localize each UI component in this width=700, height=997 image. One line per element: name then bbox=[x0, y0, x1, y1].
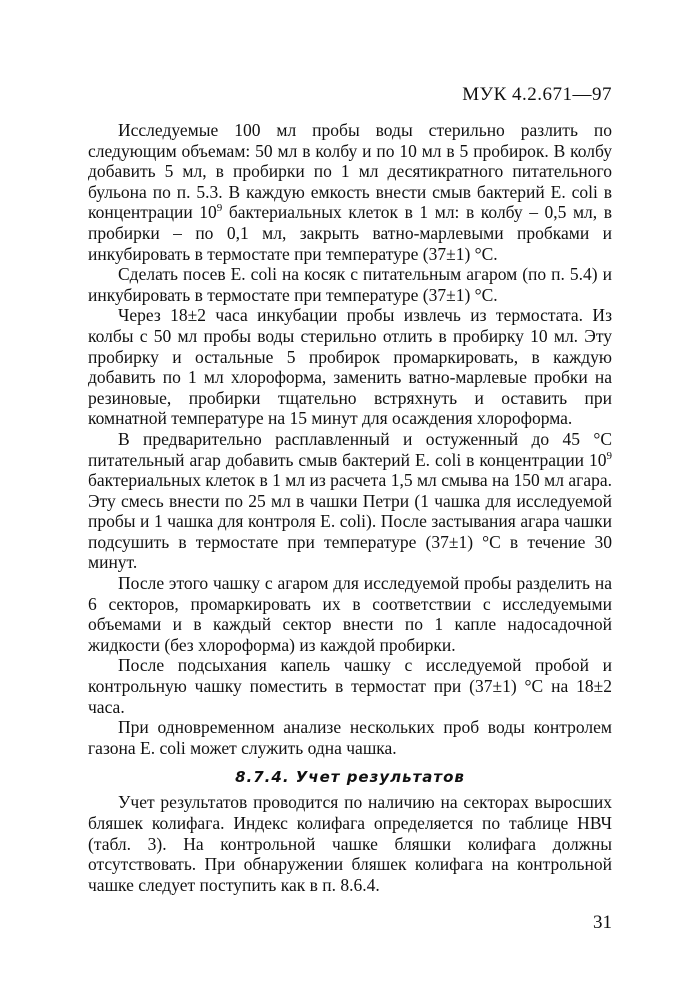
superscript-exponent: 9 bbox=[606, 449, 612, 462]
section-heading-results: 8.7.4. Учет результатов bbox=[235, 768, 465, 787]
paragraph-results-accounting: Учет результатов проводится по наличию на секторах выросших бляшек колифага. Индекс колифага определяется по таблице НВЧ (табл. 3). На контрольной чашке бляшки колифага должны отсутствовать. При обнаружении бляшек колифага на контрольной чашке следует поступить как в п. 8.6.4. bbox=[88, 792, 612, 895]
paragraph-sector-marking: После этого чашку с агаром для исследуемой пробы разделить на 6 секторов, промаркировать их в соответствии с исследуемыми объемами и в каждый сектор внести по 1 капле надосадочной жидкости (без хлороформа) из каждой пробирки. bbox=[88, 573, 612, 655]
page-number: 31 bbox=[593, 912, 612, 933]
paragraph-text: бактериальных клеток в 1 мл из расчета 1,5 мл смыва на 150 мл агара. Эту смесь внести по 25 мл в чашки Петри (1 чашка для исследуемой пробы и 1 чашка для контроля E. coli). После застывания агара чашки подсушить в термостате при температуре (37±1) °С в течение 30 минут. bbox=[88, 470, 612, 573]
page-body bbox=[88, 120, 612, 895]
paragraph-text: В предварительно расплавленный и остуженный до 45 °С питательный агар добавить смыв бактерий E. coli в концентрации 10 bbox=[88, 428, 612, 470]
superscript-exponent: 9 bbox=[216, 202, 223, 215]
paragraph-ecoli-seeding: Сделать посев E. coli на косяк с питательным агаром (по п. 5.4) и инкубировать в термостате при температуре (37±1) °С. bbox=[88, 264, 612, 305]
paragraph-text: Исследуемые 100 мл пробы воды стерильно разлить по следующим объемам: 50 мл в колбу и по 10 мл в 5 пробирок. В колбу добавить 5 мл, в пробирки по 1 мл десятикратного питательного бульона по п. 5.3. В каждую емкость внести смыв бактерий E. coli в концентрации 10 bbox=[88, 120, 612, 223]
paragraph-agar-preparation bbox=[88, 429, 612, 573]
paragraph-drying-thermostat: После подсыхания капель чашку с исследуемой пробой и контрольную чашку поместить в термостат при (37±1) °С на 18±2 часа. bbox=[88, 655, 612, 717]
document-code-header: МУК 4.2.671—97 bbox=[462, 84, 612, 105]
paragraph-text: бактериальных клеток в 1 мл: в колбу – 0,5 мл, в пробирки – по 0,1 мл, закрыть ватно-марлевыми пробками и инкубировать в термостате при температуре (37±1) °С. bbox=[88, 202, 612, 264]
paragraph-sample-dispensing bbox=[88, 120, 612, 264]
paragraph-incubation-chloroform: Через 18±2 часа инкубации пробы извлечь из термостата. Из колбы с 50 мл пробы воды стерильно отлить в пробирку 10 мл. Эту пробирку и остальные 5 пробирок промаркировать, в каждую добавить по 1 мл хлороформа, заменить ватно-марлевые пробки на резиновые, пробирки тщательно встряхнуть и оставить при комнатной температуре на 15 минут для осаждения хлороформа. bbox=[88, 305, 612, 429]
paragraph-control-plate: При одновременном анализе нескольких проб воды контролем газона E. coli может служить одна чашка. bbox=[88, 717, 612, 758]
